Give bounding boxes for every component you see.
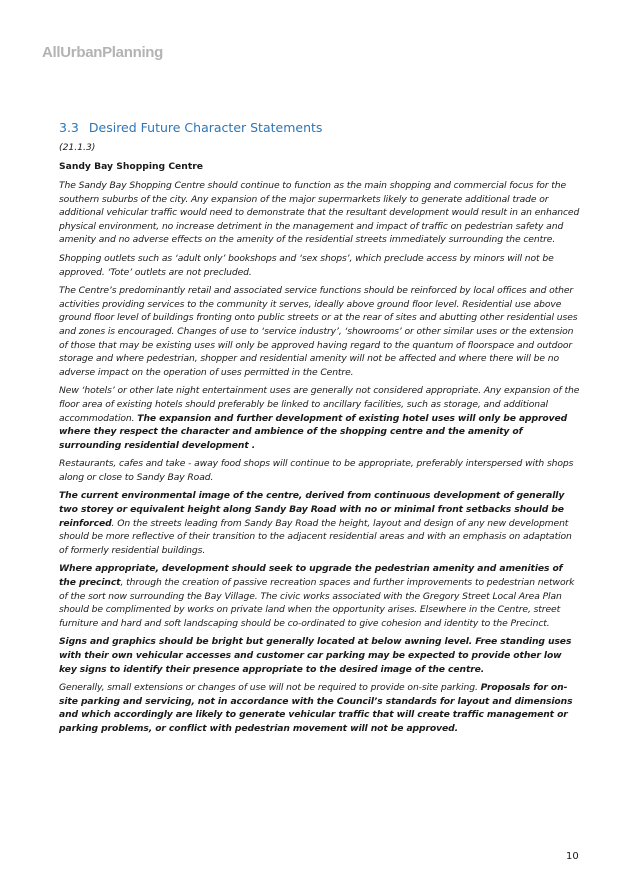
paragraph-4 (59, 384, 581, 452)
paragraph-2 (59, 252, 581, 279)
paragraph-text: The Sandy Bay Shopping Centre should continue to function as the main shopping and commercial focus for the southern suburbs of the city. Any expansion of the major supermarkets likely to generate additional trade or additional vehicular traffic would need to demonstrate that the resultant development would result in an enhanced physical environment, no increase detriment in the management and impact of traffic on pedestrian safety and amenity and no adverse effects on the amenity of the residential streets immediately surrounding the centre. (59, 180, 580, 246)
paragraph-bold-text: The current environmental image of the centre, derived from continuous development of generally two storey or equivalent height along Sandy Bay Road with no or minimal front setbacks should be reinforced (59, 490, 565, 529)
paragraph-text: , through the creation of passive recreation spaces and further improvements to pedestrian network of the sort now surrounding the Bay Village. The civic works associated with the Gregory Street Local Area Plan should be complimented by works on private land when the opportunity arises. Elsewhere in the Centre, street furniture and hard and soft landscaping should be co-ordinated to give cohesion and identity to the Precinct. (59, 577, 575, 629)
paragraph-7 (59, 562, 581, 630)
paragraph-bold-text: Proposals for on-site parking and servicing, not in accordance with the Council’s standards for layout and dimensions and which accordingly are likely to generate vehicular traffic that will create traffic management or parking problems, or conflict with pedestrian movement will not be approved. (59, 682, 573, 734)
paragraph-3 (59, 284, 581, 379)
paragraph-bold-text: Signs and graphics should be bright but generally located at below awning level. Free standing uses with their own vehicular accesses and customer car parking may be expected to provide other low key signs to identify their presence appropriate to the desired image of the centre. (59, 636, 572, 675)
paragraph-1 (59, 179, 581, 247)
paragraph-text: Shopping outlets such as ‘adult only’ bookshops and ‘sex shops’, which preclude access by minors will not be approved. ‘Tote’ outlets are not precluded. (59, 252, 554, 278)
paragraph-6 (59, 489, 581, 557)
paragraph-text: Generally, small extensions or changes of use will not be required to provide on-site parking. (59, 682, 481, 694)
paragraph-text: . On the streets leading from Sandy Bay Road the height, layout and design of any new development should be more reflective of their transition to the adjacent residential areas and with an emphasis on adaptation of formerly residential buildings. (59, 517, 572, 556)
paragraph-bold-text: Where appropriate, development should seek to upgrade the pedestrian amenity and amenities of the precinct (59, 563, 563, 589)
page-number: 10 (566, 851, 579, 862)
paragraph-text: The Centre’s predominantly retail and associated service functions should be reinforced by local offices and other activities providing services to the community it serves, ideally above ground floor level. Residential use above ground floor level of buildings fronting onto public streets or at the rear of sites and abutting other residential uses and zones is encouraged. Changes of use to ‘service industry’, ‘showrooms’ or other similar uses or the extension of those that may be existing uses will only be approved having regard to the quantum of floorspace and outdoor storage and where pedestrian, shopper and residential amenity will not be affected and where there will be no adverse impact on the operation of uses permitted in the Centre. (59, 285, 578, 378)
section-heading (59, 120, 581, 135)
paragraph-bold-text: The expansion and further development of existing hotel uses will only be approved where they respect the character and ambience of the shopping centre and the amenity of surrounding residential development . (59, 412, 568, 451)
paragraph-5 (59, 457, 581, 484)
section-title: Desired Future Character Statements (88, 120, 323, 135)
paragraph-text: Restaurants, cafes and take - away food shops will continue to be appropriate, preferably interspersed with shops along or close to Sandy Bay Road. (59, 458, 574, 483)
logo: AllUrbanPlanning (42, 44, 164, 61)
paragraph-8 (59, 635, 581, 676)
paragraph-text: New ‘hotels’ or other late night entertainment uses are generally not considered appropriate. Any expansion of the floor area of existing hotels should preferably be linked to ancillary facilities, such as storage, and additional accommodation. (59, 385, 580, 424)
document-body (59, 120, 581, 741)
subheading: Sandy Bay Shopping Centre (59, 161, 203, 172)
section-reference: (21.1.3) (59, 142, 96, 153)
paragraph-9 (59, 681, 581, 735)
section-number: 3.3 (59, 120, 79, 135)
